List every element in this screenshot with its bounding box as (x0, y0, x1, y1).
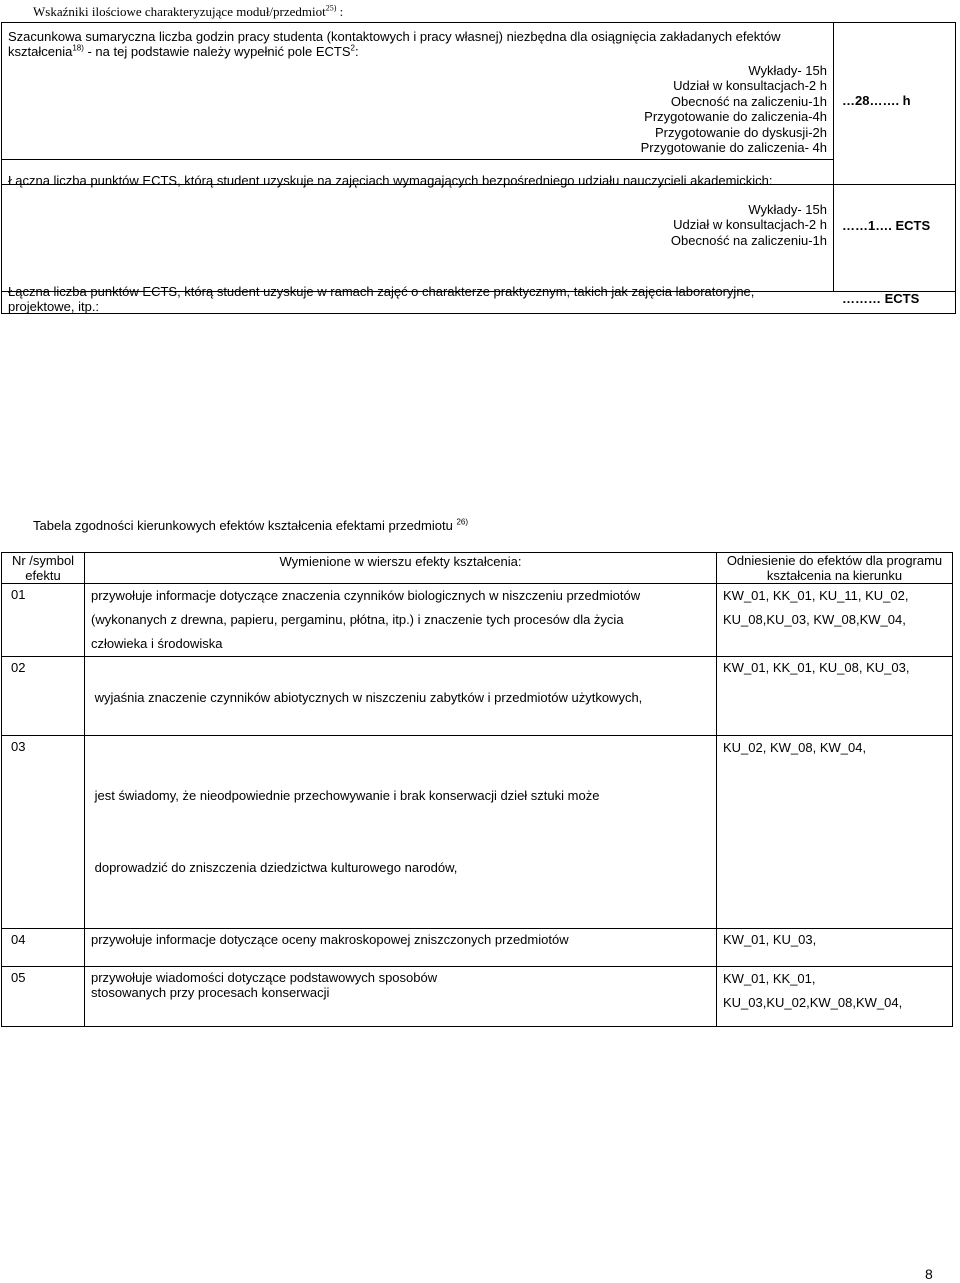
row-effect-line: (wykonanych z drewna, papieru, pergaminu, płótna, itp.) i znaczenie tych procesów dla życia (91, 612, 624, 627)
row-reference-line: KW_01, KK_01, KU_08, KU_03, (723, 660, 910, 675)
effects-table-caption-text: Tabela zgodności kierunkowych efektów kształcenia efektami przedmiotu (33, 518, 453, 533)
row-reference-line: KU_03,KU_02,KW_08,KW_04, (723, 995, 903, 1010)
header-nr-symbol (2, 553, 85, 584)
hours-item-exam-attendance: Obecność na zaliczeniu-1h (670, 93, 827, 109)
ects-summary-table (1, 22, 956, 314)
row-effect (85, 967, 717, 1027)
row-reference (717, 929, 953, 967)
contact-item-exam-attendance: Obecność na zaliczeniu-1h (670, 232, 827, 248)
row-effect (85, 584, 717, 657)
ects-row3-desc-line2: projektowe, itp.: (8, 299, 100, 314)
row-reference (717, 736, 953, 929)
row-effect (85, 736, 717, 929)
row-effect (85, 929, 717, 967)
row-nr: 05 (2, 967, 85, 1027)
section-heading (33, 4, 343, 20)
row-effect (85, 657, 717, 736)
table-row (2, 736, 953, 929)
page-number: 8 (925, 1266, 933, 1282)
ects-row1-footnote: 18) (72, 43, 84, 53)
row-nr: 04 (2, 929, 85, 967)
row-effect-line: jest świadomy, że nieodpowiednie przechowywanie i brak konserwacji dzieł sztuki może (91, 788, 600, 803)
row-effect-line: przywołuje informacje dotyczące oceny makroskopowej zniszczonych przedmiotów (91, 932, 569, 947)
row-effect-line: przywołuje informacje dotyczące znaczenia czynników biologicznych w niszczeniu przedmiotów (91, 588, 641, 603)
hours-item-lectures: Wykłady- 15h (748, 63, 827, 78)
section-heading-text: Wskaźniki ilościowe charakteryzujące moduł/przedmiot (33, 4, 326, 19)
ects-row1-footnote2: 2 (350, 43, 355, 53)
ects-row2-hours-list (671, 202, 827, 248)
table-row (2, 657, 953, 736)
row-reference-line: KW_01, KK_01, (723, 971, 816, 986)
row-nr: 02 (2, 657, 85, 736)
header-program-reference (717, 553, 953, 584)
ects-row1-desc-line2 (8, 44, 828, 59)
row-reference-line: KU_08,KU_03, KW_08,KW_04, (723, 612, 906, 627)
hours-item-discussion-prep: Przygotowanie do dyskusji-2h (655, 124, 827, 140)
contact-item-lectures: Wykłady- 15h (748, 202, 827, 217)
ects-row1-description (8, 29, 828, 59)
table-row (2, 929, 953, 967)
ects-row1-divider-left (2, 159, 833, 160)
hours-item-exam-prep-2: Przygotowanie do zaliczenia- 4h (640, 140, 827, 156)
row-reference (717, 657, 953, 736)
ects-row2-description: Łączna liczba punktów ECTS, którą student uzyskuje na zajęciach wymagających bezpośredniego udziału nauczycieli akademickich: (8, 173, 773, 188)
ects-row1-desc-line1: Szacunkowa sumaryczna liczba godzin pracy studenta (kontaktowych i pracy własnej) niezbędna dla osiągnięcia zakładanych efektów (8, 29, 781, 44)
effects-compliance-table (1, 552, 953, 1027)
header-ref-line2: kształcenia na kierunku (766, 568, 903, 583)
table-row (2, 584, 953, 657)
row-reference-line: KW_01, KK_01, KU_11, KU_02, (723, 588, 909, 603)
row-effect-line: przywołuje wiadomości dotyczące podstawowych sposobów (91, 970, 438, 985)
hours-item-exam-prep: Przygotowanie do zaliczenia-4h (644, 109, 827, 125)
row-effect-line: stosowanych przy procesach konserwacji (91, 985, 330, 1000)
row-nr: 03 (2, 736, 85, 929)
effects-table-header-row (2, 553, 953, 584)
hours-item-consultations: Udział w konsultacjach-2 h (673, 78, 827, 94)
row-nr: 01 (2, 584, 85, 657)
ects-row1-total-hours: …28……. h (842, 93, 911, 108)
contact-item-consultations: Udział w konsultacjach-2 h (673, 217, 827, 233)
ects-row1-hours-list (641, 63, 827, 155)
header-ref-line1: Odniesienie do efektów dla programu (726, 553, 943, 568)
row-effect-line: człowieka i środowiska (91, 636, 223, 651)
header-effects: Wymienione w wierszu efekty kształcenia: (85, 553, 717, 584)
header-nr-line1: Nr /symbol (11, 553, 75, 568)
ects-row3-practical-points: ……… ECTS (842, 291, 920, 306)
row-reference (717, 967, 953, 1027)
effects-table-caption-footnote: 26) (456, 517, 469, 527)
ects-row3-description (8, 284, 828, 314)
ects-row1-desc-line2-a: kształcenia (8, 44, 73, 59)
row-reference-line: KW_01, KU_03, (723, 932, 817, 947)
header-nr-line2: efektu (25, 568, 61, 583)
section-heading-footnote: 25) (325, 3, 337, 13)
row-reference-line: KU_02, KW_08, KW_04, (723, 740, 867, 755)
ects-row1-desc-line2-b: - na tej podstawie należy wypełnić pole ECTS (83, 44, 351, 59)
ects-row2-contact-points: ……1…. ECTS (842, 218, 931, 233)
row-effect-line: doprowadzić do zniszczenia dziedzictwa kulturowego narodów, (91, 860, 458, 875)
section-heading-suffix: : (336, 4, 344, 19)
ects-row3-desc-line1: Łączna liczba punktów ECTS, którą student uzyskuje w ramach zajęć o charakterze praktycznym, takich jak zajęcia laboratoryjne, (8, 284, 755, 299)
effects-table-caption (33, 518, 468, 533)
ects-column-divider (833, 23, 834, 291)
row-reference (717, 584, 953, 657)
table-row (2, 967, 953, 1027)
row-effect-line: wyjaśnia znaczenie czynników abiotycznych w niszczeniu zabytków i przedmiotów użytkowych, (91, 690, 643, 705)
ects-row1-desc-line2-c: : (354, 44, 359, 59)
